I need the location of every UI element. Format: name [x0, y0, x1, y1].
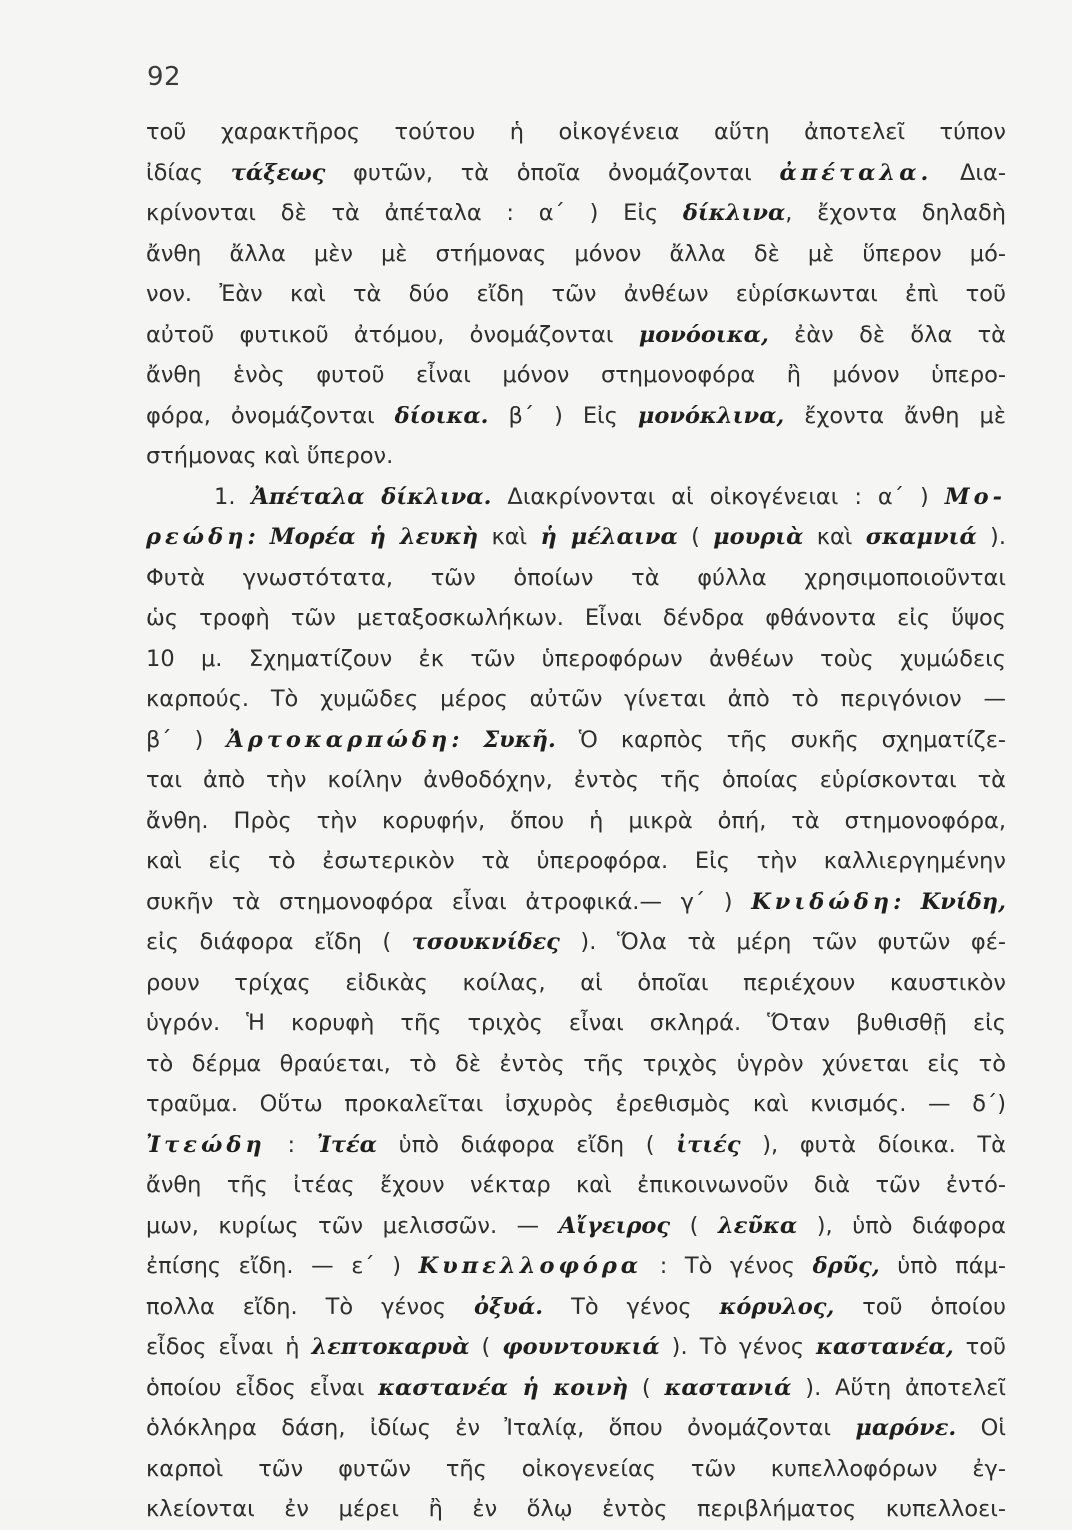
- text-line-content: συκῆν τὰ στημονοφόρα εἶναι ἀτροφικά.— γ΄ ) Κνιδώδη: Κνίδη,: [146, 888, 1006, 915]
- text-line: [146, 1408, 1006, 1449]
- text-line-content: Ἰτεώδη : Ἰτέα ὑπὸ διάφορα εἴδη ( ἰτιές ), φυτὰ δίοικα. Τὰ: [146, 1131, 1006, 1158]
- text-line-content: μων, κυρίως τῶν μελισσῶν. — Αἴγειρος ( λεῦκα ), ὑπὸ διάφορα: [146, 1212, 1006, 1239]
- text-line: [146, 274, 1006, 315]
- text-line-content: ται ἀπὸ τὴν κοίλην ἀνθοδόχην, ἐντὸς τῆς ὁποίας εὑρίσκονται τὰ: [146, 767, 1006, 793]
- text-line: [146, 760, 1006, 801]
- text-line-content: ἰδίας τάξεως φυτῶν, τὰ ὁποῖα ὀνομάζονται ἀπέταλα. Δια-: [146, 159, 1006, 186]
- text-line: [146, 1125, 1006, 1166]
- text-line: [146, 882, 1006, 923]
- text-line-content: στήμονας καὶ ὕπερον.: [146, 443, 394, 469]
- body-text: [146, 112, 1006, 1530]
- text-line: [146, 1327, 1006, 1368]
- text-line-content: νον. Ἐὰν καὶ τὰ δύο εἴδη τῶν ἀνθέων εὑρίσκωνται ἐπὶ τοῦ: [146, 281, 1006, 307]
- text-line: [146, 1449, 1006, 1490]
- text-line-content: ρεώδη: Μορέα ἡ λευκὴ καὶ ἡ μέλαινα ( μουριὰ καὶ σκαμνιά ).: [146, 524, 1006, 550]
- text-line: [146, 1044, 1006, 1085]
- text-line: [146, 315, 1006, 356]
- text-line: [146, 1084, 1006, 1125]
- page-number: 92: [147, 62, 182, 92]
- text-line-content: ὁποίου εἶδος εἶναι καστανέα ἡ κοινὴ ( καστανιά ). Αὕτη ἀποτελεῖ: [146, 1374, 1006, 1401]
- text-line-content: ἐπίσης εἴδη. — ε΄ ) Κυπελλοφόρα : Τὸ γένος δρῦς, ὑπὸ πάμ-: [146, 1253, 1006, 1279]
- text-line-content: φόρα, ὀνομάζονται δίοικα. β΄ ) Εἰς μονόκλινα, ἔχοντα ἄνθη μὲ: [146, 402, 1006, 429]
- text-line-content: 1. Ἀπέταλα δίκλινα. Διακρίνονται αἱ οἰκογένειαι : α΄ ) Μο-: [213, 483, 1006, 510]
- text-line: [146, 112, 1006, 153]
- text-line-content: καρποὶ τῶν φυτῶν τῆς οἰκογενείας τῶν κυπελλοφόρων ἐγ-: [146, 1455, 1006, 1482]
- text-line-content: εἰς διάφορα εἴδη ( τσουκνίδες ). Ὅλα τὰ μέρη τῶν φυτῶν φέ-: [146, 929, 1006, 955]
- text-line: [146, 1287, 1006, 1328]
- text-line: [146, 436, 1006, 477]
- text-line-content: ρουν τρίχας εἰδικὰς κοίλας, αἱ ὁποῖαι περιέχουν καυστικὸν: [146, 969, 1006, 996]
- text-line: [146, 922, 1006, 963]
- text-line: [146, 1003, 1006, 1044]
- text-line: [146, 1246, 1006, 1287]
- text-line: [146, 639, 1006, 680]
- text-line-content: εἶδος εἶναι ἡ λεπτοκαρυὰ ( φουντουκιά ). Τὸ γένος καστανέα, τοῦ: [146, 1334, 1006, 1360]
- text-line-content: ἄνθη τῆς ἰτέας ἔχουν νέκταρ καὶ ἐπικοινωνοῦν διὰ τῶν ἐντό-: [146, 1172, 1006, 1198]
- text-line: [146, 558, 1006, 599]
- text-line: [146, 517, 1006, 558]
- text-line-content: ἄνθη ἑνὸς φυτοῦ εἶναι μόνον στημονοφόρα ἢ μόνον ὑπερο-: [146, 362, 1006, 388]
- text-line-content: καρπούς. Τὸ χυμῶδες μέρος αὐτῶν γίνεται ἀπὸ τὸ περιγόνιον —: [146, 686, 1006, 712]
- text-line-content: ὡς τροφὴ τῶν μεταξοσκωλήκων. Εἶναι δένδρα φθάνοντα εἰς ὕψος: [146, 605, 1006, 631]
- text-line: [146, 1368, 1006, 1409]
- text-line-content: κλείονται ἐν μέρει ἢ ἐν ὅλῳ ἐντὸς περιβλήματος κυπελλοει-: [146, 1496, 1006, 1522]
- text-line: [146, 679, 1006, 720]
- text-line: [146, 193, 1006, 234]
- text-line-content: τοῦ χαρακτῆρος τούτου ἡ οἰκογένεια αὕτη ἀποτελεῖ τύπον: [146, 119, 1006, 145]
- text-line: [146, 153, 1006, 194]
- text-line-content: πολλα εἴδη. Τὸ γένος ὀξυά. Τὸ γένος κόρυλος, τοῦ ὁποίου: [146, 1293, 1006, 1320]
- text-line-content: καὶ εἰς τὸ ἐσωτερικὸν τὰ ὑπεροφόρα. Εἰς τὴν καλλιεργημένην: [146, 848, 1006, 874]
- text-line-content: β΄ ) Ἀρτοκαρπώδη: Συκῆ. Ὁ καρπὸς τῆς συκῆς σχηματίζε-: [146, 726, 1006, 753]
- text-line: [146, 396, 1006, 437]
- text-line: [146, 355, 1006, 396]
- text-line-content: ἄνθη ἄλλα μὲν μὲ στήμονας μόνον ἄλλα δὲ μὲ ὕπερον μό-: [146, 240, 1006, 267]
- text-line-content: ἄνθη. Πρὸς τὴν κορυφήν, ὅπου ἡ μικρὰ ὀπή, τὰ στημονοφόρα,: [146, 807, 1006, 834]
- text-line-content: τὸ δέρμα θραύεται, τὸ δὲ ἐντὸς τῆς τριχὸς ὑγρὸν χύνεται εἰς τὸ: [146, 1050, 1006, 1077]
- text-line: [146, 1489, 1006, 1530]
- text-line: [146, 598, 1006, 639]
- text-line: [146, 963, 1006, 1004]
- text-line-content: αὐτοῦ φυτικοῦ ἀτόμου, ὀνομάζονται μονόοικα, ἐὰν δὲ ὅλα τὰ: [146, 321, 1006, 348]
- text-line-content: ὁλόκληρα δάση, ἰδίως ἐν Ἰταλίᾳ, ὅπου ὀνομάζονται μαρόνε. Οἱ: [146, 1415, 1006, 1441]
- text-line: [146, 234, 1006, 275]
- text-line-content: ὑγρόν. Ἡ κορυφὴ τῆς τριχὸς εἶναι σκληρά. Ὅταν βυθισθῇ εἰς: [146, 1010, 1006, 1036]
- text-line: [146, 1206, 1006, 1247]
- text-line: [146, 801, 1006, 842]
- text-line-content: Φυτὰ γνωστότατα, τῶν ὁποίων τὰ φύλλα χρησιμοποιοῦνται: [146, 564, 1006, 591]
- text-line: [146, 841, 1006, 882]
- text-line: [146, 1165, 1006, 1206]
- text-line-content: τραῦμα. Οὕτω προκαλεῖται ἰσχυρὸς ἐρεθισμὸς καὶ κνισμός. — δ΄): [146, 1091, 1006, 1117]
- text-line: [146, 477, 1006, 518]
- text-line-content: 10 μ. Σχηματίζουν ἐκ τῶν ὑπεροφόρων ἀνθέων τοὺς χυμώδεις: [146, 645, 1006, 672]
- text-line: [146, 720, 1006, 761]
- text-line-content: κρίνονται δὲ τὰ ἀπέταλα : α΄ ) Εἰς δίκλινα, ἔχοντα δηλαδὴ: [146, 200, 1006, 226]
